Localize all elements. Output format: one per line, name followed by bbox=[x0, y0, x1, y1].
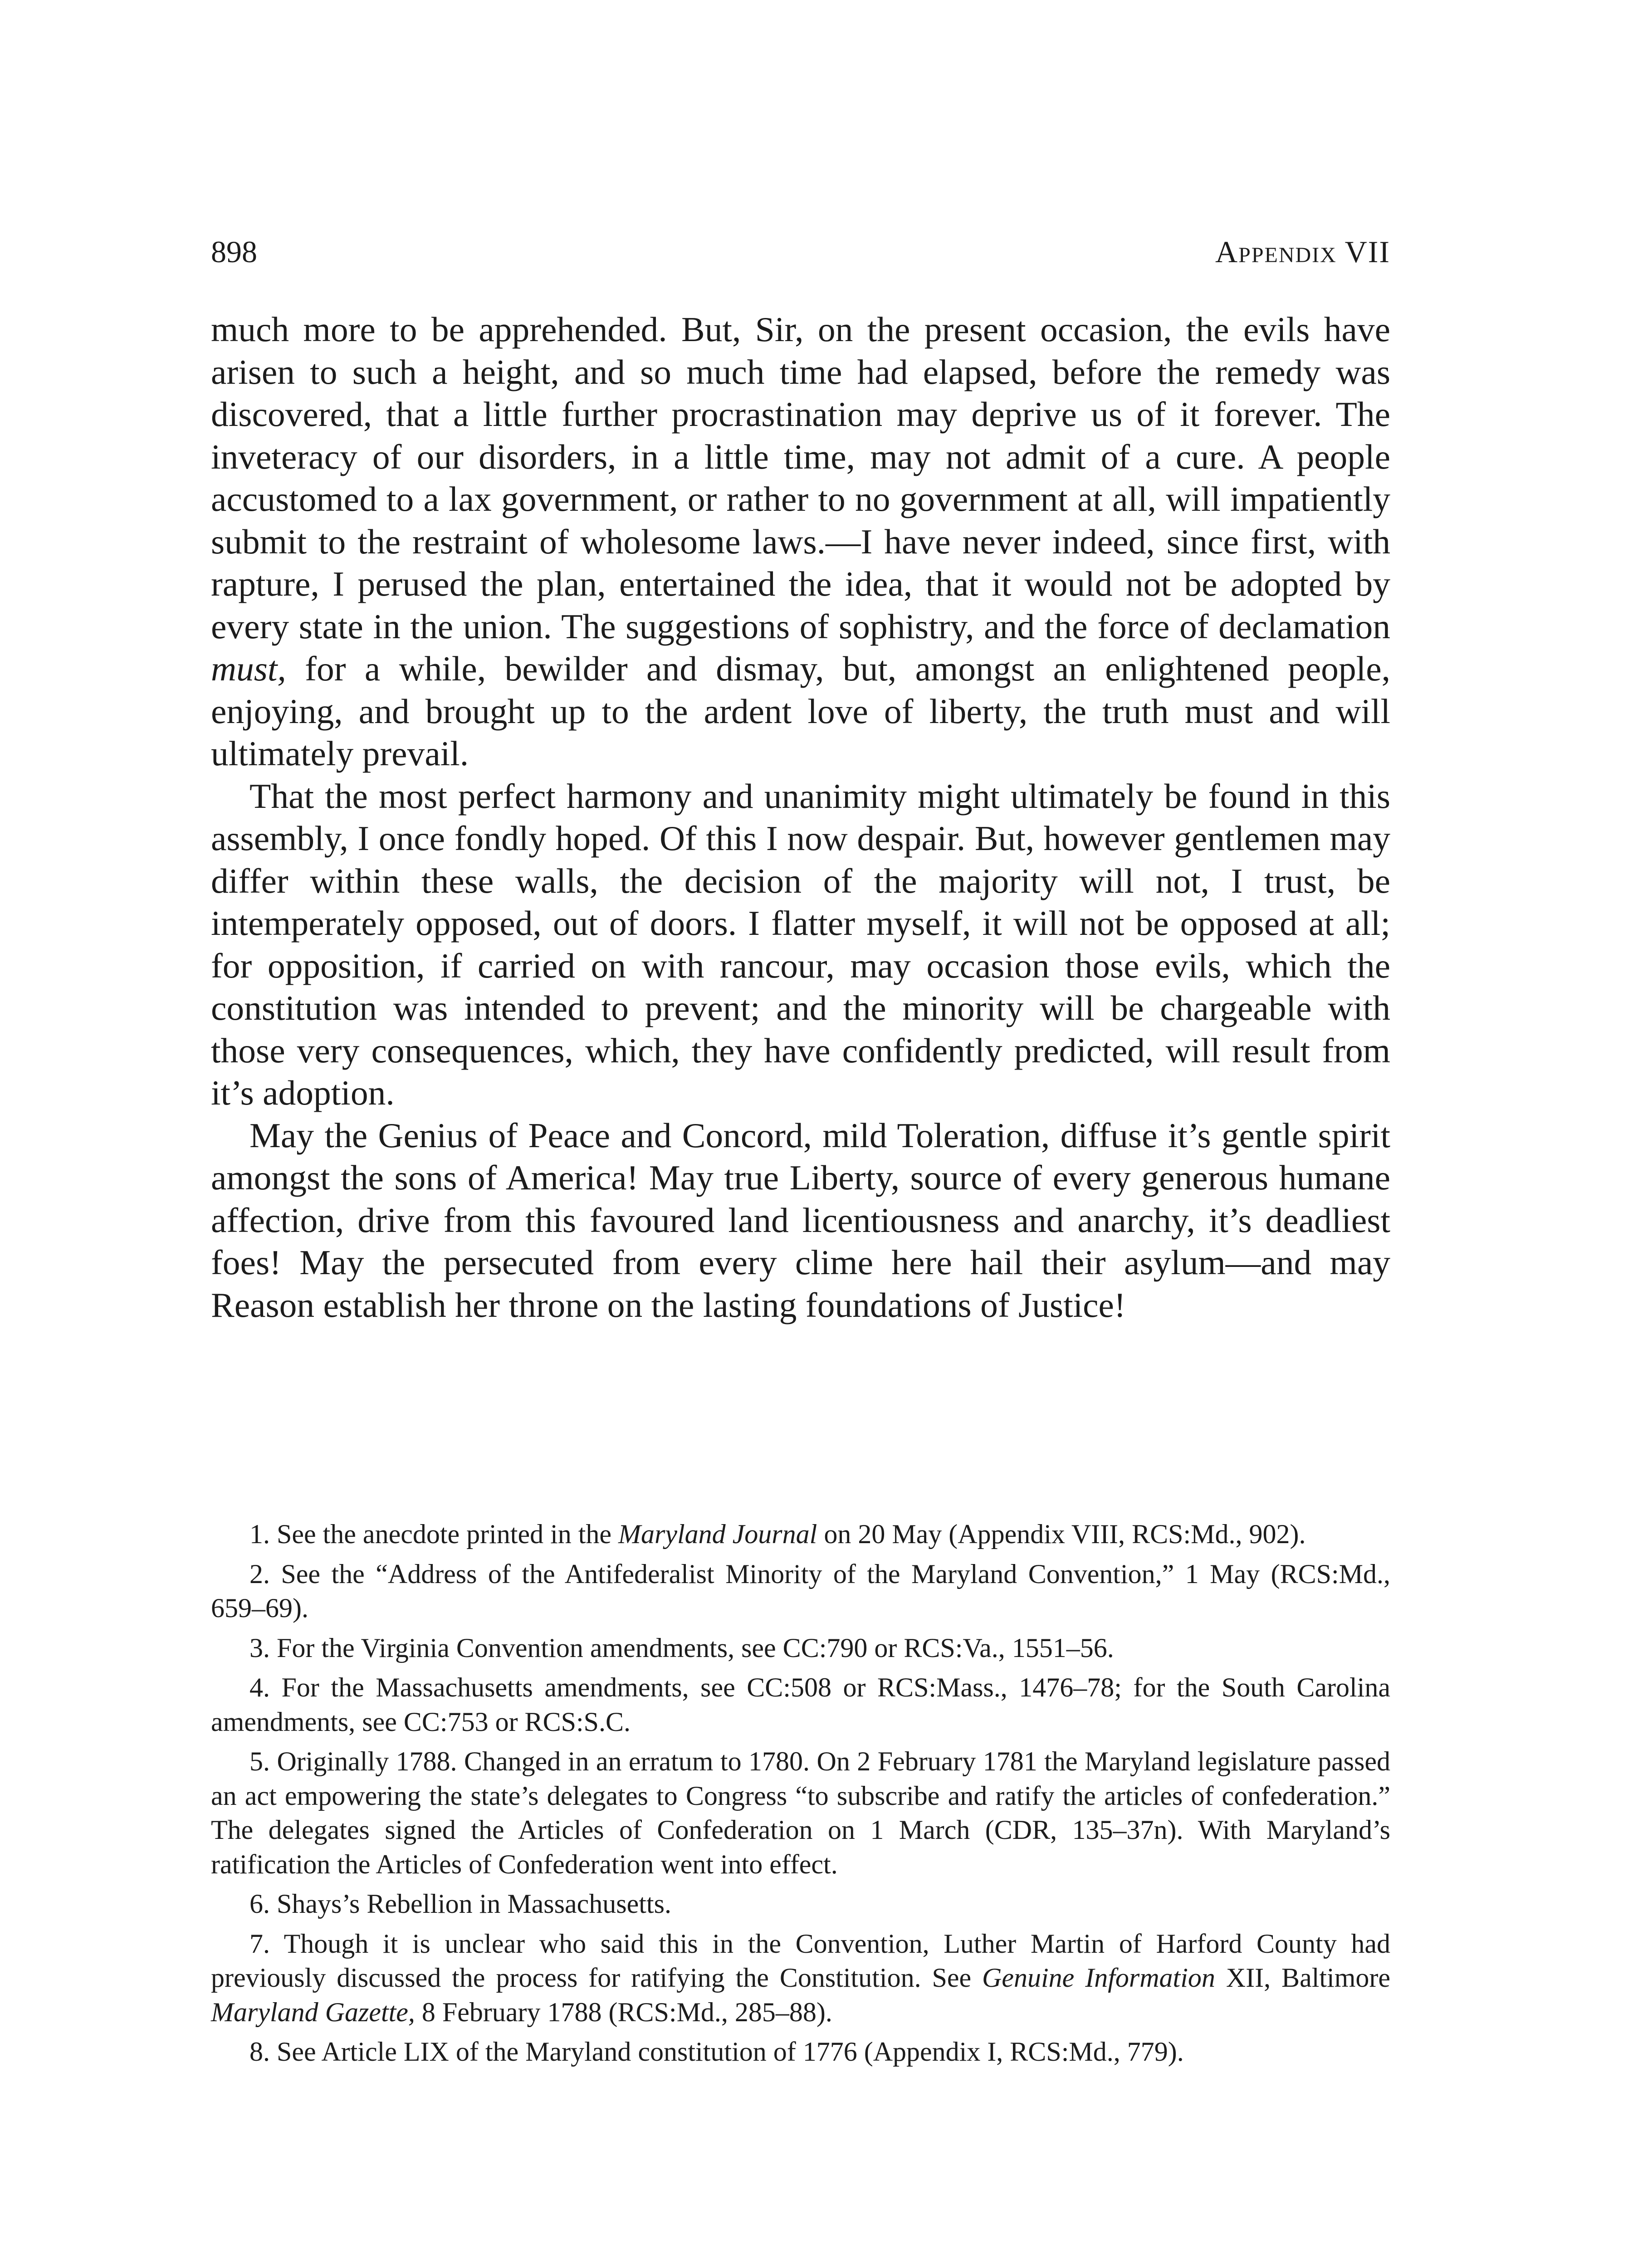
footnote-7-italic-2: Maryland Gazette, bbox=[211, 1997, 415, 2027]
body-text bbox=[211, 308, 1390, 1326]
footnote-1-a: 1. See the anecdote printed in the bbox=[249, 1519, 619, 1549]
section-title: Appendix VII bbox=[1215, 235, 1390, 269]
footnote-4: 4. For the Massachusetts amendments, see CC:508 or RCS:Mass., 1476–78; for the South Carolina amendments, see CC:753 or RCS:S.C. bbox=[211, 1672, 1390, 1737]
footnote-1-italic: Maryland Journal bbox=[618, 1519, 817, 1549]
footnote-1 bbox=[211, 1517, 1390, 1552]
footnote-7-italic-1: Genuine Information bbox=[982, 1963, 1215, 1993]
footnote-7-c: 8 February 1788 (RCS:Md., 285–88). bbox=[415, 1997, 832, 2027]
paragraph-1-text-end: for a while, bewilder and dismay, but, amongst an enlightened people, enjoying, and brought up to the ardent love of liberty, the truth must and will ultimately prevail. bbox=[211, 649, 1390, 773]
footnote-7 bbox=[211, 1927, 1390, 2030]
document-page bbox=[211, 0, 1390, 2268]
paragraph-2: That the most perfect harmony and unanimity might ultimately be found in this assembly, I once fondly hoped. Of this I now despair. But, however gentlemen may differ within these walls, the decision of the majority will not, I trust, be intemperately opposed, out of doors. I flatter myself, it will not be opposed at all; for opposition, if carried on with rancour, may occasion those evils, which the constitution was intended to prevent; and the minority will be chargeable with those very consequences, which, they have confidently predicted, will result from it’s adoption. bbox=[211, 776, 1390, 1112]
footnote-3: 3. For the Virginia Convention amendments, see CC:790 or RCS:Va., 1551–56. bbox=[249, 1633, 1114, 1663]
footnote-7-b: XII, Baltimore bbox=[1215, 1963, 1390, 1993]
footnotes bbox=[211, 1517, 1390, 2075]
footnote-7-a: 7. Though it is unclear who said this in the Convention, Luther Martin of Harford County had previously discussed the process for ratifying the Constitution. See bbox=[211, 1928, 1390, 1993]
footnote-1-b: on 20 May (Appendix VIII, RCS:Md., 902). bbox=[817, 1519, 1306, 1549]
footnote-8: 8. See Article LIX of the Maryland constitution of 1776 (Appendix I, RCS:Md., 779). bbox=[249, 2037, 1184, 2067]
paragraph-3: May the Genius of Peace and Concord, mild Toleration, diffuse it’s gentle spirit amongst the sons of America! May true Liberty, source of every generous humane affection, drive from this favoured land licentiousness and anarchy, it’s deadliest foes! May the persecuted from every clime here hail their asylum—and may Reason establish her throne on the lasting foundations of Justice! bbox=[211, 1115, 1390, 1325]
paragraph-1-italic: must, bbox=[211, 649, 286, 688]
footnote-2: 2. See the “Address of the Antifederalist Minority of the Maryland Convention,” 1 May (RCS:Md., 659–69). bbox=[211, 1559, 1390, 1623]
footnote-6: 6. Shays’s Rebellion in Massachusetts. bbox=[249, 1889, 671, 1919]
paragraph-1-text: much more to be apprehended. But, Sir, on the present occasion, the evils have arisen to such a height, and so much time had elapsed, before the remedy was discovered, that a little further procrastination may deprive us of it forever. The inveteracy of our disorders, in a little time, may not admit of a cure. A people accustomed to a lax government, or rather to no government at all, will impatiently submit to the restraint of wholesome laws.—I have never indeed, since first, with rapture, I perused the plan, entertained the idea, that it would not be adopted by every state in the union. The suggestions of sophistry, and the force of declamation bbox=[211, 310, 1390, 646]
running-head bbox=[211, 231, 1390, 272]
page-number: 898 bbox=[211, 235, 257, 269]
paragraph-1 bbox=[211, 308, 1390, 775]
footnote-5: 5. Originally 1788. Changed in an erratum to 1780. On 2 February 1781 the Maryland legislature passed an act empowering the state’s delegates to Congress “to subscribe and ratify the articles of confederation.” The delegates signed the Articles of Confederation on 1 March (CDR, 135–37n). With Maryland’s ratification the Articles of Confederation went into effect. bbox=[211, 1746, 1390, 1879]
